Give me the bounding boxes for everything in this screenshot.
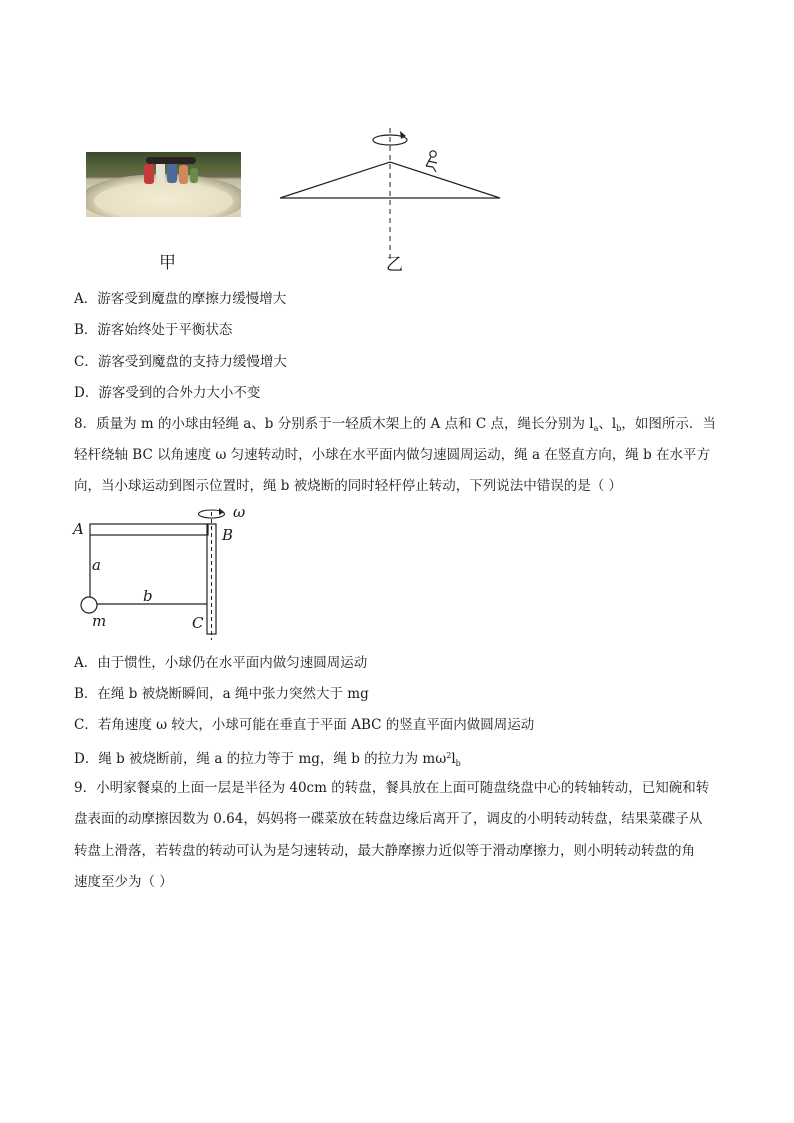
- q8-stem-text: 8．质量为 m 的小球由轻绳 a、b 分别系于一轻质木架上的 A 点和 C 点，绳长分别为 l: [74, 416, 594, 432]
- subscript-b: b: [455, 759, 461, 768]
- superscript-2: 2: [446, 751, 452, 760]
- q8-option-c: C．若角速度 ω 较大，小球可能在垂直于平面 ABC 的竖直平面内做圆周运动: [74, 717, 535, 733]
- q8-stem-line1: [74, 415, 716, 438]
- label-A: A: [73, 520, 84, 538]
- visitor-figure: [156, 161, 165, 183]
- label-rope-a: a: [92, 556, 101, 574]
- q8-option-d: [74, 747, 461, 773]
- q9-line2: 盘表面的动摩擦因数为 0.64，妈妈将一碟菜放在转盘边缘后离开了，调皮的小明转动转盘，结果菜碟子从: [74, 811, 703, 827]
- q9-line1: 9．小明家餐桌的上面一层是半径为 40cm 的转盘，餐具放在上面可随盘绕盘中心的转轴转动，已知碗和转: [74, 780, 710, 796]
- visitor-figure: [167, 163, 177, 183]
- q8-stem-line2: 轻杆绕轴 BC 以角速度 ω 匀速转动时，小球在水平面内做匀速圆周运动，绳 a 在竖直方向，绳 b 在水平方: [74, 447, 711, 463]
- caption-yi: 乙: [386, 255, 403, 275]
- disc-surface: [94, 182, 233, 217]
- label-B: B: [222, 526, 234, 544]
- q8-stem-line3: 向，当小球运动到图示位置时，绳 b 被烧断的同时轻杆停止转动，下列说法中错误的是（ ）: [74, 478, 623, 494]
- label-omega: ω: [233, 503, 246, 521]
- q8-stem-text-end: ，如图所示．当: [621, 416, 716, 432]
- visitor-figure: [179, 165, 188, 184]
- q7-option-d: D．游客受到的合外力大小不变: [74, 385, 261, 401]
- rotation-arrow-head: [219, 508, 224, 515]
- q9-line3: 转盘上滑落，若转盘的转动可认为是匀速转动，最大静摩擦力近似等于滑动摩擦力，则小明转动转盘的角: [74, 843, 695, 859]
- visitor-figure: [190, 168, 198, 183]
- q7-option-b: B．游客始终处于平衡状态: [74, 322, 233, 338]
- q7-option-a: A．游客受到魔盘的摩擦力缓慢增大: [74, 291, 287, 307]
- visitor-heads: [146, 157, 196, 164]
- label-C: C: [192, 614, 204, 632]
- label-mass-m: m: [92, 612, 107, 630]
- magic-disc-photo: [86, 152, 241, 217]
- label-rope-b: b: [143, 587, 153, 605]
- q7-option-c: C．游客受到魔盘的支持力缓慢增大: [74, 354, 287, 370]
- cone-diagram: [270, 122, 510, 262]
- q8-option-d-text: D．绳 b 被烧断前，绳 a 的拉力等于 mg，绳 b 的拉力为 mω: [74, 751, 447, 767]
- q8-option-b: B．在绳 b 被烧断瞬间，a 绳中张力突然大于 mg: [74, 686, 369, 702]
- q8-option-a: A．由于惯性，小球仍在水平面内做匀速圆周运动: [74, 655, 368, 671]
- visitor-stick-figure: [426, 151, 437, 172]
- frame-diagram: [70, 500, 260, 645]
- length-l: l: [451, 751, 456, 767]
- subscript-b: b: [616, 424, 622, 433]
- separator: 、l: [598, 416, 617, 432]
- visitor-figure: [144, 164, 154, 184]
- subscript-a: a: [593, 424, 599, 433]
- frame-top-bar: [90, 524, 208, 535]
- ball-m: [81, 597, 97, 613]
- caption-jia: 甲: [159, 253, 176, 273]
- q9-line4: 速度至少为（ ）: [74, 874, 173, 890]
